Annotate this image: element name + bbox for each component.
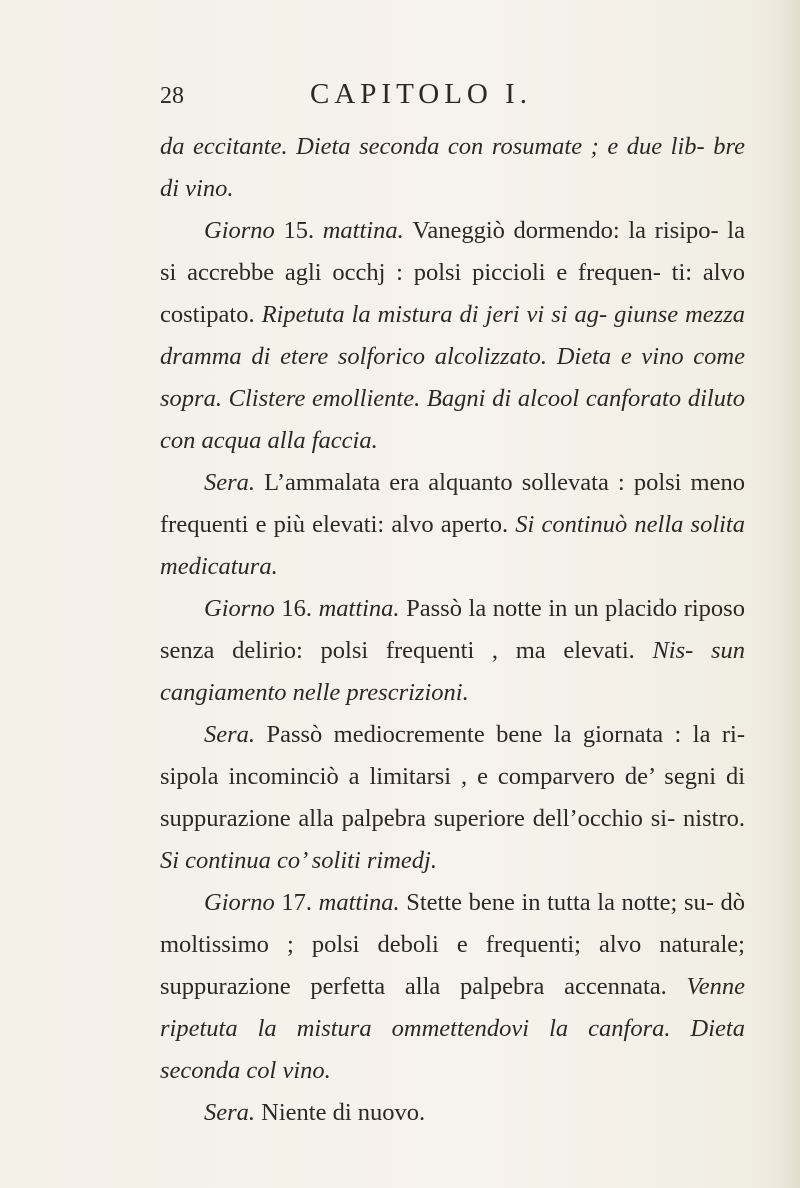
- italic-run: Giorno: [204, 889, 282, 916]
- italic-run: Sera.: [204, 469, 265, 496]
- paragraph: [160, 210, 745, 462]
- paragraph: [160, 1092, 745, 1134]
- text-run: Niente di nuovo.: [261, 1099, 426, 1126]
- italic-run: Venne ripetuta la mistura ommettendovi la canfora. Dieta seconda col vino.: [160, 973, 745, 1084]
- page-number: 28: [160, 83, 184, 109]
- paragraph: [160, 714, 745, 882]
- page-edge: [778, 0, 800, 1188]
- italic-run: Si continuò nella solita medicatura.: [160, 511, 745, 580]
- italic-run: Si continua co’ soliti rimedj.: [160, 847, 437, 874]
- text-run: L’ammalata era alquanto sollevata : polsi meno frequenti e più elevati: alvo aperto.: [160, 469, 745, 538]
- text-run: Passò mediocremente bene la giornata : la ri- sipola incominciò a limitarsi , e comparvero de’ segni di suppurazione alla palpebra superiore dell’occhio si- nistro.: [160, 721, 745, 832]
- text-run: 16.: [281, 595, 319, 622]
- italic-run: Ripetuta la mistura di jeri vi si ag- giunse mezza dramma di etere solforico alcolizzato. Dieta e vino come sopra. Clistere emolliente. Bagni di alcool canforato diluto con acqua alla faccia.: [160, 301, 745, 454]
- italic-run: da eccitante. Dieta seconda con rosumate ; e due lib- bre di vino.: [160, 133, 745, 202]
- page-header: [160, 78, 532, 114]
- paragraph: [160, 126, 745, 210]
- body-text: [160, 126, 745, 1134]
- paragraph: [160, 462, 745, 588]
- italic-run: mattina.: [318, 595, 407, 622]
- italic-run: Sera.: [204, 721, 267, 748]
- italic-run: mattina.: [318, 889, 407, 916]
- text-run: 15.: [283, 217, 323, 244]
- italic-run: mattina.: [322, 217, 413, 244]
- italic-run: Giorno: [204, 217, 284, 244]
- paragraph: [160, 588, 745, 714]
- chapter-title: CAPITOLO I.: [310, 78, 533, 110]
- text-run: Passò la notte in un placido riposo senza delirio: polsi frequenti , ma elevati.: [160, 595, 745, 664]
- italic-run: Giorno: [204, 595, 282, 622]
- text-run: Stette bene in tutta la notte; su- dò moltissimo ; polsi deboli e frequenti; alvo naturale; suppurazione perfetta alla palpebra accennata.: [160, 889, 745, 1000]
- italic-run: Sera.: [204, 1099, 262, 1126]
- italic-run: Nis- sun cangiamento nelle prescrizioni.: [160, 637, 745, 706]
- text-run: 17.: [281, 889, 319, 916]
- paragraph: [160, 882, 745, 1092]
- text-run: Vaneggiò dormendo: la risipo- la si accrebbe agli occhj : polsi piccioli e frequen- ti: alvo costipato.: [160, 217, 745, 328]
